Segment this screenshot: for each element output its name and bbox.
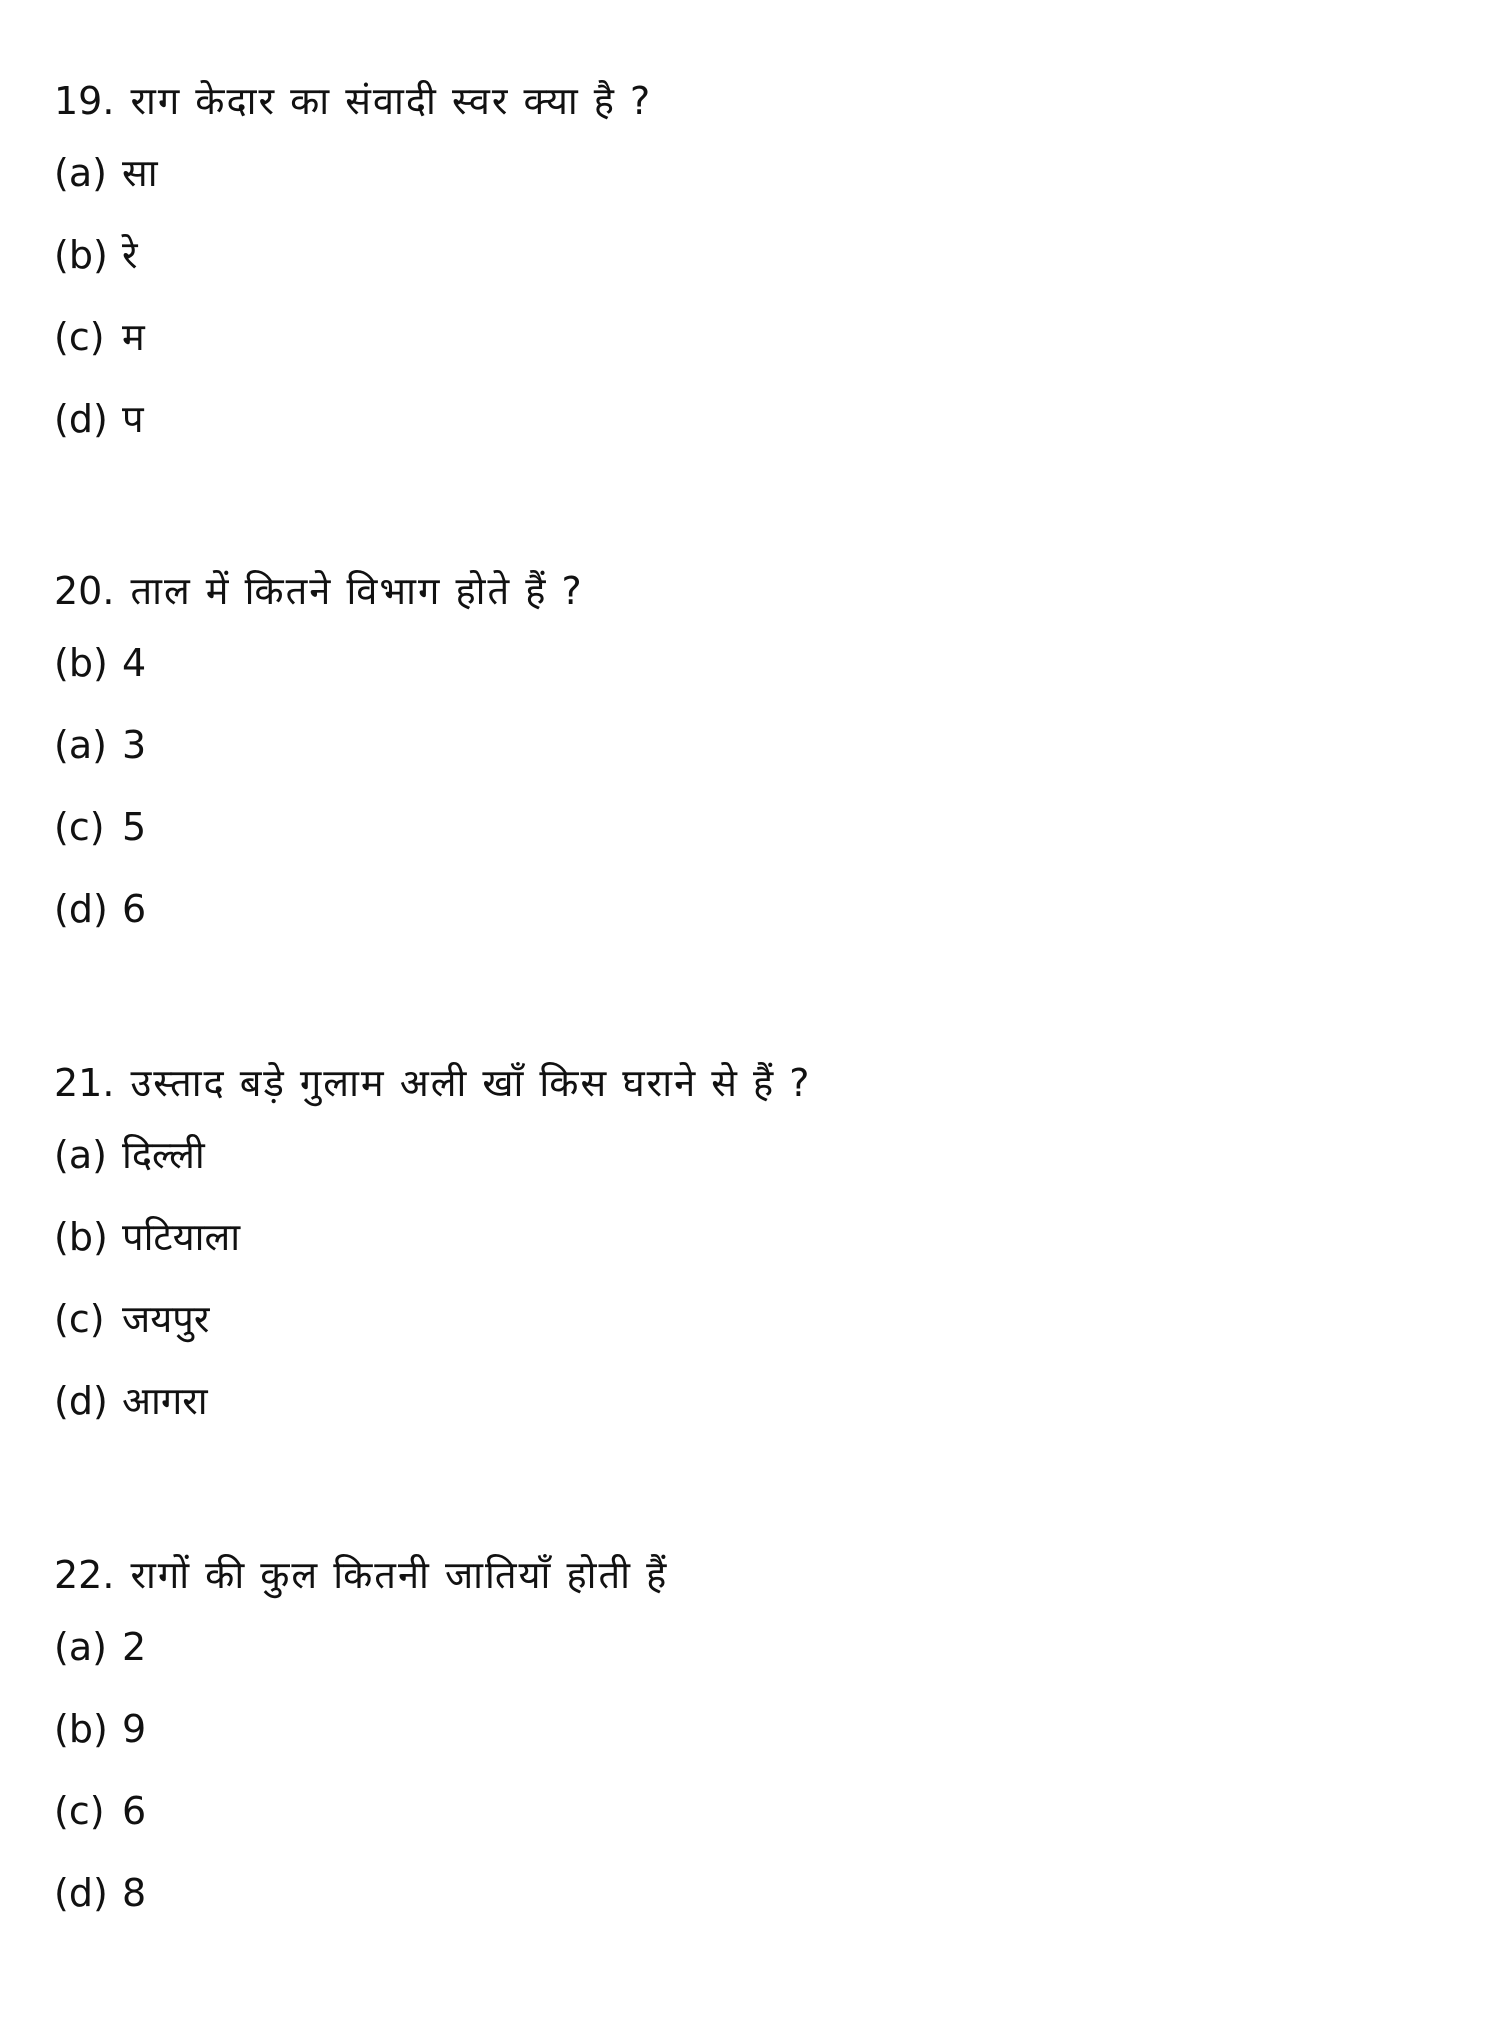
question-number: 21. [54, 1061, 115, 1105]
option-label: (d) [54, 1871, 108, 1915]
question-text: ताल में कितने विभाग होते हैं ? [130, 569, 584, 613]
option-text: दिल्ली [122, 1133, 205, 1177]
option-label: (b) [54, 1707, 108, 1751]
option-text: जयपुर [122, 1297, 210, 1341]
option-label: (c) [54, 1789, 105, 1833]
option-a [54, 704, 1454, 786]
option-text: आगरा [122, 1379, 208, 1423]
option-label: (d) [54, 887, 108, 931]
question-number: 22. [54, 1553, 115, 1597]
option-label: (b) [54, 1215, 108, 1259]
option-label: (a) [54, 1625, 107, 1669]
option-text: 3 [122, 723, 147, 767]
option-c [54, 1278, 1454, 1360]
option-label: (b) [54, 233, 108, 277]
option-label: (a) [54, 723, 107, 767]
option-label: (d) [54, 1379, 108, 1423]
option-a [54, 1114, 1454, 1196]
question-line [54, 1052, 1454, 1114]
question-19 [54, 70, 1454, 460]
option-text: म [122, 315, 145, 359]
option-text: रे [122, 233, 138, 277]
question-line [54, 1544, 1454, 1606]
option-text: 9 [122, 1707, 147, 1751]
question-number: 19. [54, 79, 115, 123]
question-line [54, 560, 1454, 622]
question-22 [54, 1544, 1454, 1934]
question-text: राग केदार का संवादी स्वर क्या है ? [130, 79, 653, 123]
option-text: पटियाला [122, 1215, 241, 1259]
option-label: (c) [54, 1297, 105, 1341]
question-text: उस्ताद बड़े गुलाम अली खाँ किस घराने से हैं ? [130, 1061, 812, 1105]
option-label: (c) [54, 805, 105, 849]
option-a [54, 132, 1454, 214]
option-label: (b) [54, 641, 108, 685]
option-c [54, 1770, 1454, 1852]
option-text: 6 [122, 887, 147, 931]
option-b [54, 1688, 1454, 1770]
option-d [54, 378, 1454, 460]
option-text: प [122, 397, 144, 441]
option-label: (d) [54, 397, 108, 441]
option-text: 8 [122, 1871, 147, 1915]
option-d [54, 868, 1454, 950]
question-line [54, 70, 1454, 132]
option-a [54, 1606, 1454, 1688]
question-20 [54, 560, 1454, 950]
option-c [54, 786, 1454, 868]
option-text: 5 [122, 805, 147, 849]
option-label: (a) [54, 1133, 107, 1177]
question-21 [54, 1052, 1454, 1442]
option-b [54, 622, 1454, 704]
option-b [54, 1196, 1454, 1278]
option-label: (c) [54, 315, 105, 359]
option-b [54, 214, 1454, 296]
option-text: 6 [122, 1789, 147, 1833]
option-c [54, 296, 1454, 378]
question-number: 20. [54, 569, 115, 613]
option-d [54, 1852, 1454, 1934]
option-text: 4 [122, 641, 147, 685]
option-label: (a) [54, 151, 107, 195]
option-text: सा [122, 151, 158, 195]
question-text: रागों की कुल कितनी जातियाँ होती हैं [130, 1553, 669, 1597]
option-text: 2 [122, 1625, 147, 1669]
option-d [54, 1360, 1454, 1442]
